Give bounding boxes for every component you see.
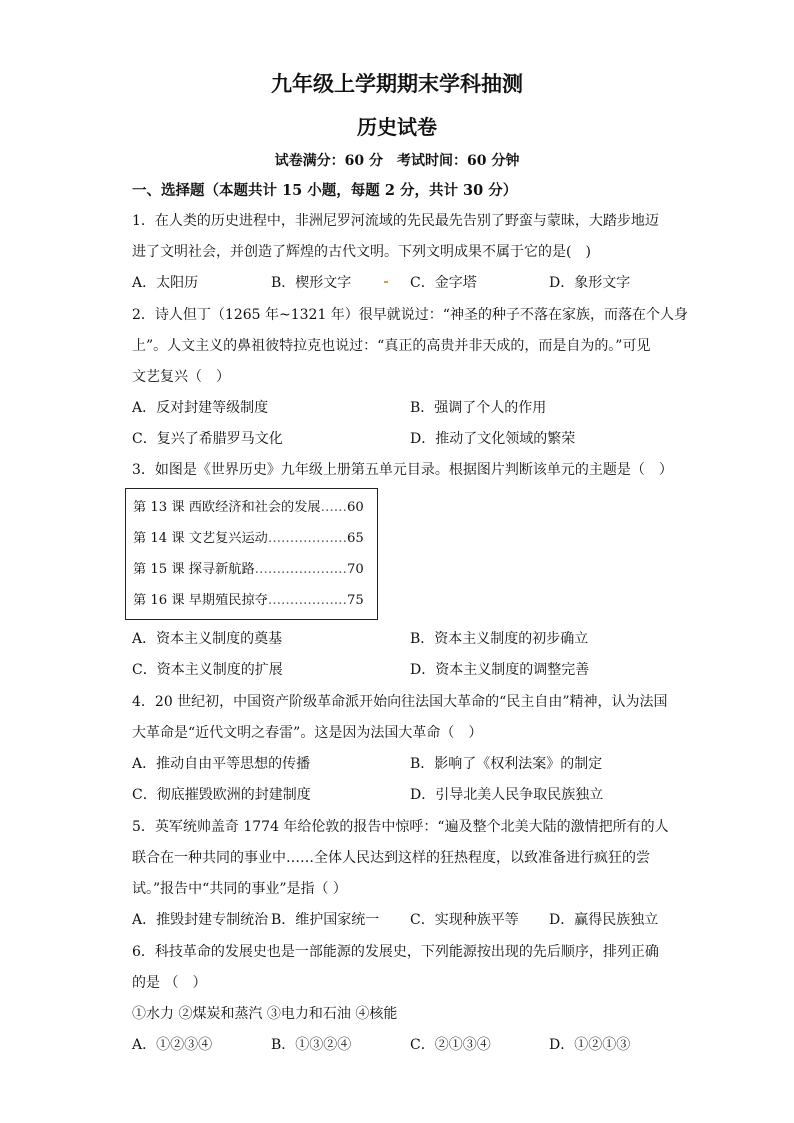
toc-page: 60 (346, 500, 364, 515)
q6-line-2: 的是 （ ） (132, 975, 207, 991)
q4-option-d: D．引导北美人民争取民族独立 (410, 787, 604, 803)
q2-option-d: D．推动了文化领域的繁荣 (410, 431, 576, 447)
q5-option-b: B．维护国家统一 (271, 912, 380, 928)
q5-line-2: 联合在一种共同的事业中……全体人民达到这样的狂热程度，以致准备进行疯狂的尝 (132, 850, 650, 866)
q3-option-a: A．资本主义制度的奠基 (132, 631, 283, 647)
toc-row (133, 530, 364, 548)
q4-option-c: C．彻底摧毁欧洲的封建制度 (132, 787, 311, 803)
exam-title: 九年级上学期期末学科抽测 (271, 71, 523, 96)
toc-page: 65 (346, 531, 364, 546)
q3-line-1: 3．如图是《世界历史》九年级上册第五单元目录。根据图片判断该单元的主题是（ ） (132, 462, 673, 478)
toc-dots: …… (320, 500, 347, 515)
exam-meta: 试卷满分：60 分 考试时间：60 分钟 (274, 153, 520, 169)
toc-dots: ……………… (267, 531, 347, 546)
q5-option-a: A．推毁封建专制统治 (132, 912, 269, 928)
q4-option-b: B．影响了《权利法案》的制定 (410, 756, 603, 772)
q1-line-1: 1．在人类的历史进程中，非洲尼罗河流域的先民最先告别了野蛮与蒙昧，大踏步地迈 (132, 213, 659, 229)
q6-line-1: 6．科技革命的发展史也是一部能源的发展史，下列能源按出现的先后顺序，排列正确 (132, 944, 659, 960)
q6-option-d: D．①②①③ (549, 1037, 631, 1053)
q6-line-3: ①水力 ②煤炭和蒸汽 ③电力和石油 ④核能 (132, 1006, 398, 1022)
q3-option-c: C．资本主义制度的扩展 (132, 662, 283, 678)
q6-option-c: C．②①③④ (410, 1037, 491, 1053)
toc-label: 第 14 课 文艺复兴运动 (133, 531, 268, 546)
exam-subtitle: 历史试卷 (357, 115, 437, 139)
table-of-contents-box (125, 488, 378, 620)
q1-line-2: 进了文明社会，并创造了辉煌的古代文明。下列文明成果不属于它的是( ) (132, 244, 591, 260)
q6-option-b: B．①③②④ (271, 1037, 352, 1053)
q2-line-3: 文艺复兴（ ） (132, 369, 230, 385)
toc-page: 70 (346, 562, 364, 577)
q5-option-c: C．实现种族平等 (410, 912, 519, 928)
toc-page: 75 (346, 593, 364, 608)
q5-line-1: 5．英军统帅盖奇 1774 年给伦敦的报告中惊呼：“遍及整个北美大陆的激情把所有的人 (132, 819, 669, 835)
q5-line-3: 试。”报告中“共同的事业”是指（ ） (132, 881, 347, 897)
toc-label: 第 16 课 早期殖民掠夺 (133, 593, 268, 608)
toc-row (133, 592, 364, 610)
q4-line-1: 4．20 世纪初，中国资产阶级革命派开始向往法国大革命的“民主自由”精神，认为法国 (132, 694, 668, 710)
q4-line-2: 大革命是“近代文明之春雷”。这是因为法国大革命（ ） (132, 725, 483, 741)
toc-label: 第 15 课 探寻新航路 (133, 562, 255, 577)
q2-option-b: B．强调了个人的作用 (410, 400, 547, 416)
q1-option-b: B．楔形文字 (271, 275, 352, 291)
q1-option-d: D．象形文字 (549, 275, 631, 291)
q6-option-a: A．①②③④ (132, 1037, 213, 1053)
toc-dots: ………………… (254, 562, 347, 577)
q1-option-c: C．金字塔 (410, 275, 477, 291)
q3-option-d: D．资本主义制度的调整完善 (410, 662, 590, 678)
toc-row (133, 561, 364, 579)
q2-option-a: A．反对封建等级制度 (132, 400, 269, 416)
q1-option-a: A．太阳历 (132, 275, 199, 291)
section-heading: 一、选择题（本题共计 15 小题，每题 2 分，共计 30 分） (132, 182, 518, 199)
q4-option-a: A．推动自由平等思想的传播 (132, 756, 311, 772)
toc-dots: ……………… (267, 593, 347, 608)
q2-line-2: 上”。人文主义的鼻祖彼特拉克也说过：“真正的高贵并非天成的，而是自为的。”可见 (132, 338, 651, 354)
q2-line-1: 2．诗人但丁（1265 年~1321 年）很早就说过：“神圣的种子不落在家族，而落在个人身 (132, 307, 688, 323)
q3-option-b: B．资本主义制度的初步确立 (410, 631, 589, 647)
q2-option-c: C．复兴了希腊罗马文化 (132, 431, 283, 447)
toc-row (133, 499, 364, 517)
toc-label: 第 13 课 西欧经济和社会的发展 (133, 500, 321, 515)
stray-mark (384, 281, 388, 283)
q5-option-d: D．赢得民族独立 (549, 912, 659, 928)
